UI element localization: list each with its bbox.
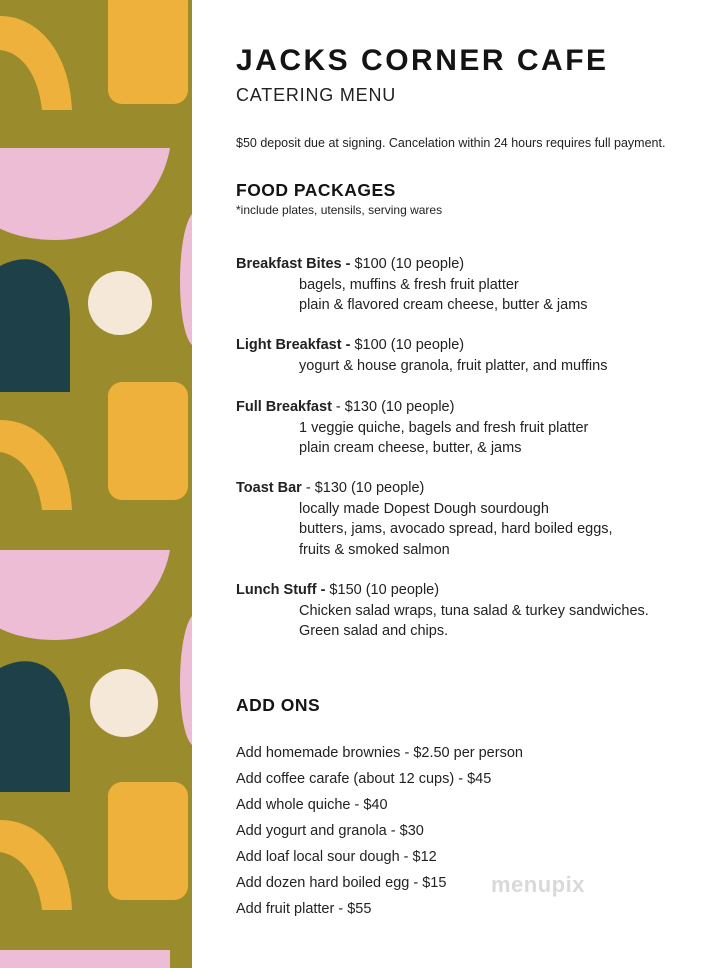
package-name: Toast Bar	[236, 480, 302, 496]
package-name: Breakfast Bites -	[236, 256, 351, 272]
package-price: $100 (10 people)	[350, 337, 465, 353]
package-full-breakfast	[236, 397, 588, 459]
package-price: - $130 (10 people)	[301, 480, 425, 496]
package-detail: plain & flavored cream cheese, butter & jams	[299, 297, 588, 313]
menupix-watermark: menupix	[491, 872, 585, 897]
package-breakfast-bites	[236, 254, 588, 316]
menu-subtitle: CATERING MENU	[236, 85, 397, 105]
package-detail: yogurt & house granola, fruit platter, and muffins	[299, 357, 608, 374]
package-detail: Chicken salad wraps, tuna salad & turkey sandwiches.	[299, 602, 649, 619]
menu-content	[236, 0, 723, 968]
mustard-block-shape	[108, 0, 188, 104]
add-ons-heading: ADD ONS	[236, 695, 321, 715]
add-on-item: Add coffee carafe (about 12 cups) - $45	[236, 771, 492, 787]
package-light-breakfast	[236, 335, 607, 376]
teal-arch-shape	[0, 259, 70, 392]
cafe-title: JACKS CORNER CAFE	[236, 44, 609, 77]
cream-circle-shape	[90, 669, 158, 737]
package-detail: locally made Dopest Dough sourdough	[299, 500, 549, 517]
package-detail: butters, jams, avocado spread, hard boiled eggs,	[299, 521, 613, 537]
food-packages-note: *include plates, utensils, serving wares	[236, 203, 443, 217]
mustard-block-shape	[108, 782, 188, 900]
package-name: Light Breakfast -	[236, 337, 351, 353]
package-detail: fruits & smoked salmon	[299, 541, 450, 558]
package-price: $100 (10 people)	[350, 256, 465, 272]
package-price: - $130 (10 people)	[331, 399, 455, 415]
add-on-item: Add loaf local sour dough - $12	[236, 849, 437, 865]
food-packages-heading: FOOD PACKAGES	[236, 180, 396, 200]
add-on-item: Add dozen hard boiled egg - $15	[236, 875, 447, 891]
add-on-item: Add fruit platter - $55	[236, 901, 372, 917]
add-ons-list	[236, 743, 523, 925]
add-on-item: Add yogurt and granola - $30	[236, 823, 424, 839]
package-detail: Green salad and chips.	[299, 623, 449, 639]
deposit-notice: $50 deposit due at signing. Cancelation within 24 hours requires full payment.	[236, 136, 666, 150]
package-toast-bar	[236, 478, 613, 560]
pink-bowl-shape	[0, 950, 170, 968]
package-detail: 1 veggie quiche, bagels and fresh fruit platter	[299, 419, 589, 436]
package-price: $150 (10 people)	[325, 582, 440, 598]
package-lunch-stuff	[236, 580, 649, 642]
add-on-item: Add whole quiche - $40	[236, 797, 388, 813]
package-detail: plain cream cheese, butter, & jams	[299, 440, 522, 456]
package-name: Lunch Stuff -	[236, 582, 326, 598]
decorative-pattern-panel	[0, 0, 192, 968]
add-on-item: Add homemade brownies - $2.50 per person	[236, 745, 523, 761]
package-name: Full Breakfast	[236, 399, 332, 415]
package-detail: bagels, muffins & fresh fruit platter	[299, 276, 519, 293]
mustard-block-shape	[108, 382, 188, 500]
cream-circle-shape	[88, 271, 152, 335]
